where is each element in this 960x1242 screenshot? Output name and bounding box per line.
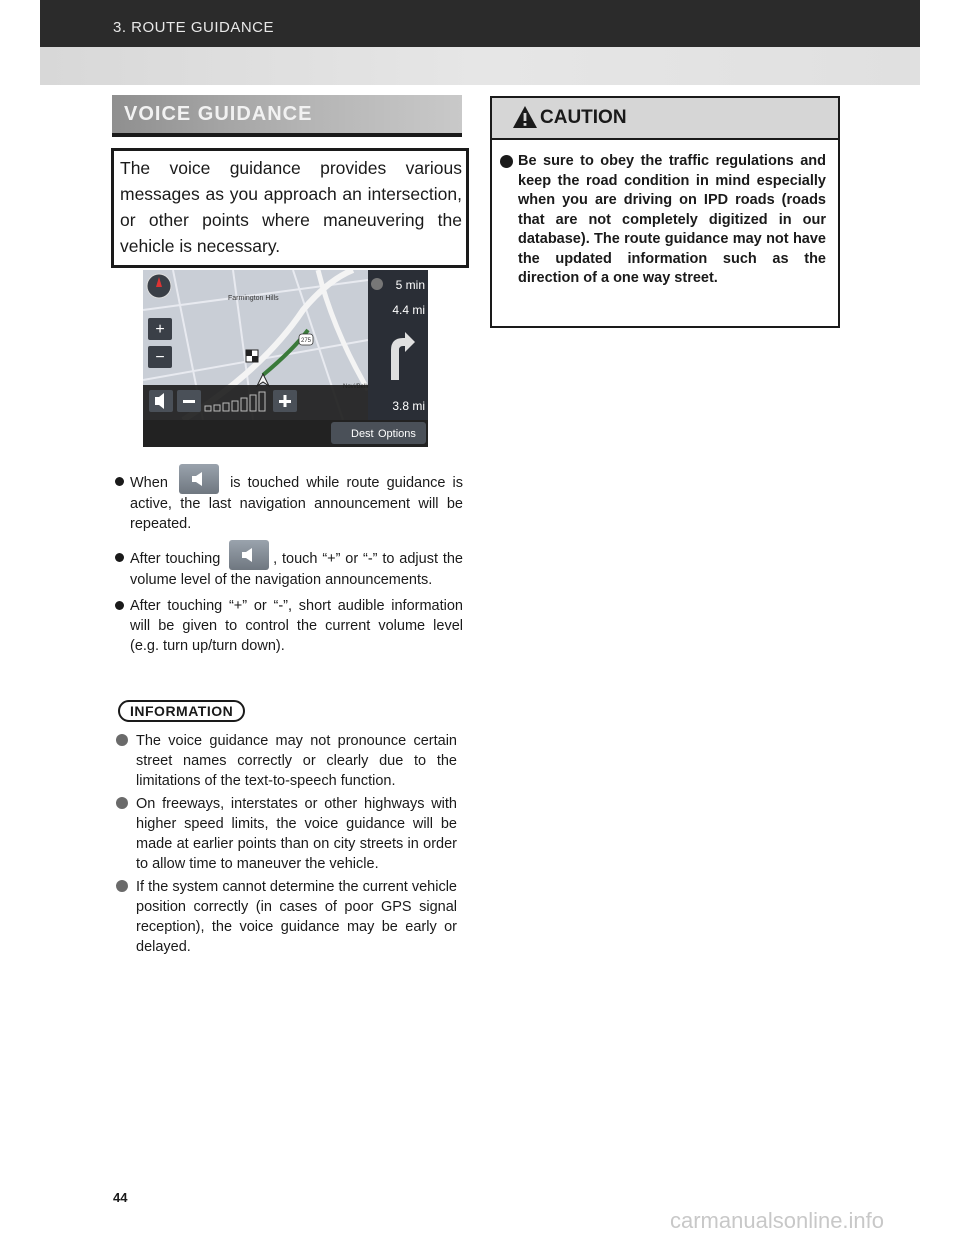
voice-guidance-title-box <box>112 95 462 137</box>
zoom-in-label: + <box>155 321 165 338</box>
info-item <box>115 877 457 957</box>
information-badge: INFORMATION <box>118 700 245 722</box>
options-button-label: Options <box>378 428 416 440</box>
info-text: The voice guidance may not pronounce certain street names correctly or clearly due to the limitations of the text-to-speech function. <box>136 733 457 789</box>
caution-body <box>492 140 838 289</box>
information-list <box>115 731 457 960</box>
bullet-item <box>113 472 463 534</box>
dest-button-label: Dest <box>351 428 374 440</box>
bullet-dot-icon <box>115 601 124 610</box>
bullet-dot-icon <box>115 477 124 486</box>
info-dot-icon <box>116 734 128 746</box>
voice-button-icon <box>229 540 269 570</box>
page-number: 44 <box>113 1190 128 1205</box>
header-subbar <box>40 47 920 85</box>
caution-dot-icon <box>500 155 513 168</box>
info-dot-icon <box>116 880 128 892</box>
bullet-dot-icon <box>115 553 124 562</box>
caution-header <box>492 98 838 140</box>
info-text: On freeways, interstates or other highways with higher speed limits, the voice guidance will be made at earlier points than on city streets in order to allow time to maneuver the vehicle. <box>136 796 457 872</box>
navigation-screen <box>143 270 428 447</box>
caution-title: CAUTION <box>540 107 627 128</box>
zoom-out-label: − <box>155 349 165 366</box>
bullet-item <box>113 548 463 590</box>
map-label-farmington: Farmington Hills <box>228 295 279 302</box>
info-item <box>115 731 457 791</box>
bullet-text-after: , touch “+” or “-” to adjust the volume level of the navigation announcements. <box>130 550 463 588</box>
caution-text: Be sure to obey the traffic regulations and keep the road condition in mind especially when you are driving on IPD roads (roads that are not completely digitized in our database). The route guidance may not have the updated information such as the direction of a one way street. <box>518 153 826 286</box>
intro-text: The voice guidance provides various messages as you approach an intersection, or other points where maneuvering the vehicle is necessary. <box>120 158 462 256</box>
navigation-map <box>143 270 428 447</box>
bullet-text-before: After touching <box>130 550 221 567</box>
voice-guidance-bullets <box>113 472 463 662</box>
caution-box <box>490 96 840 328</box>
bullet-text: After touching “+” or “-”, short audible information will be given to control the current volume level (e.g. turn up/turn down). <box>130 598 463 654</box>
next-turn-distance: 3.8 mi <box>392 399 425 413</box>
intro-box <box>111 148 469 268</box>
road-shield-number: 275 <box>300 338 312 344</box>
bullet-item <box>113 596 463 656</box>
voice-button-icon <box>179 464 219 494</box>
info-text: If the system cannot determine the current vehicle position correctly (in cases of poor GPS signal reception), the voice guidance may be early or delayed. <box>136 879 457 955</box>
voice-guidance-title: VOICE GUIDANCE <box>124 103 313 125</box>
warning-triangle-icon <box>512 105 538 129</box>
info-dot-icon <box>116 797 128 809</box>
time-remaining: 5 min <box>395 278 425 292</box>
section-header-title: 3. ROUTE GUIDANCE <box>113 19 275 36</box>
bullet-text-before: When <box>130 474 168 491</box>
clock-icon <box>371 278 383 290</box>
distance-remaining: 4.4 mi <box>392 303 425 317</box>
watermark: carmanualsonline.info <box>670 1208 885 1233</box>
bullet-text-after: is touched while route guidance is active, the last navigation announcement will be repeated. <box>130 474 464 532</box>
info-item <box>115 794 457 874</box>
